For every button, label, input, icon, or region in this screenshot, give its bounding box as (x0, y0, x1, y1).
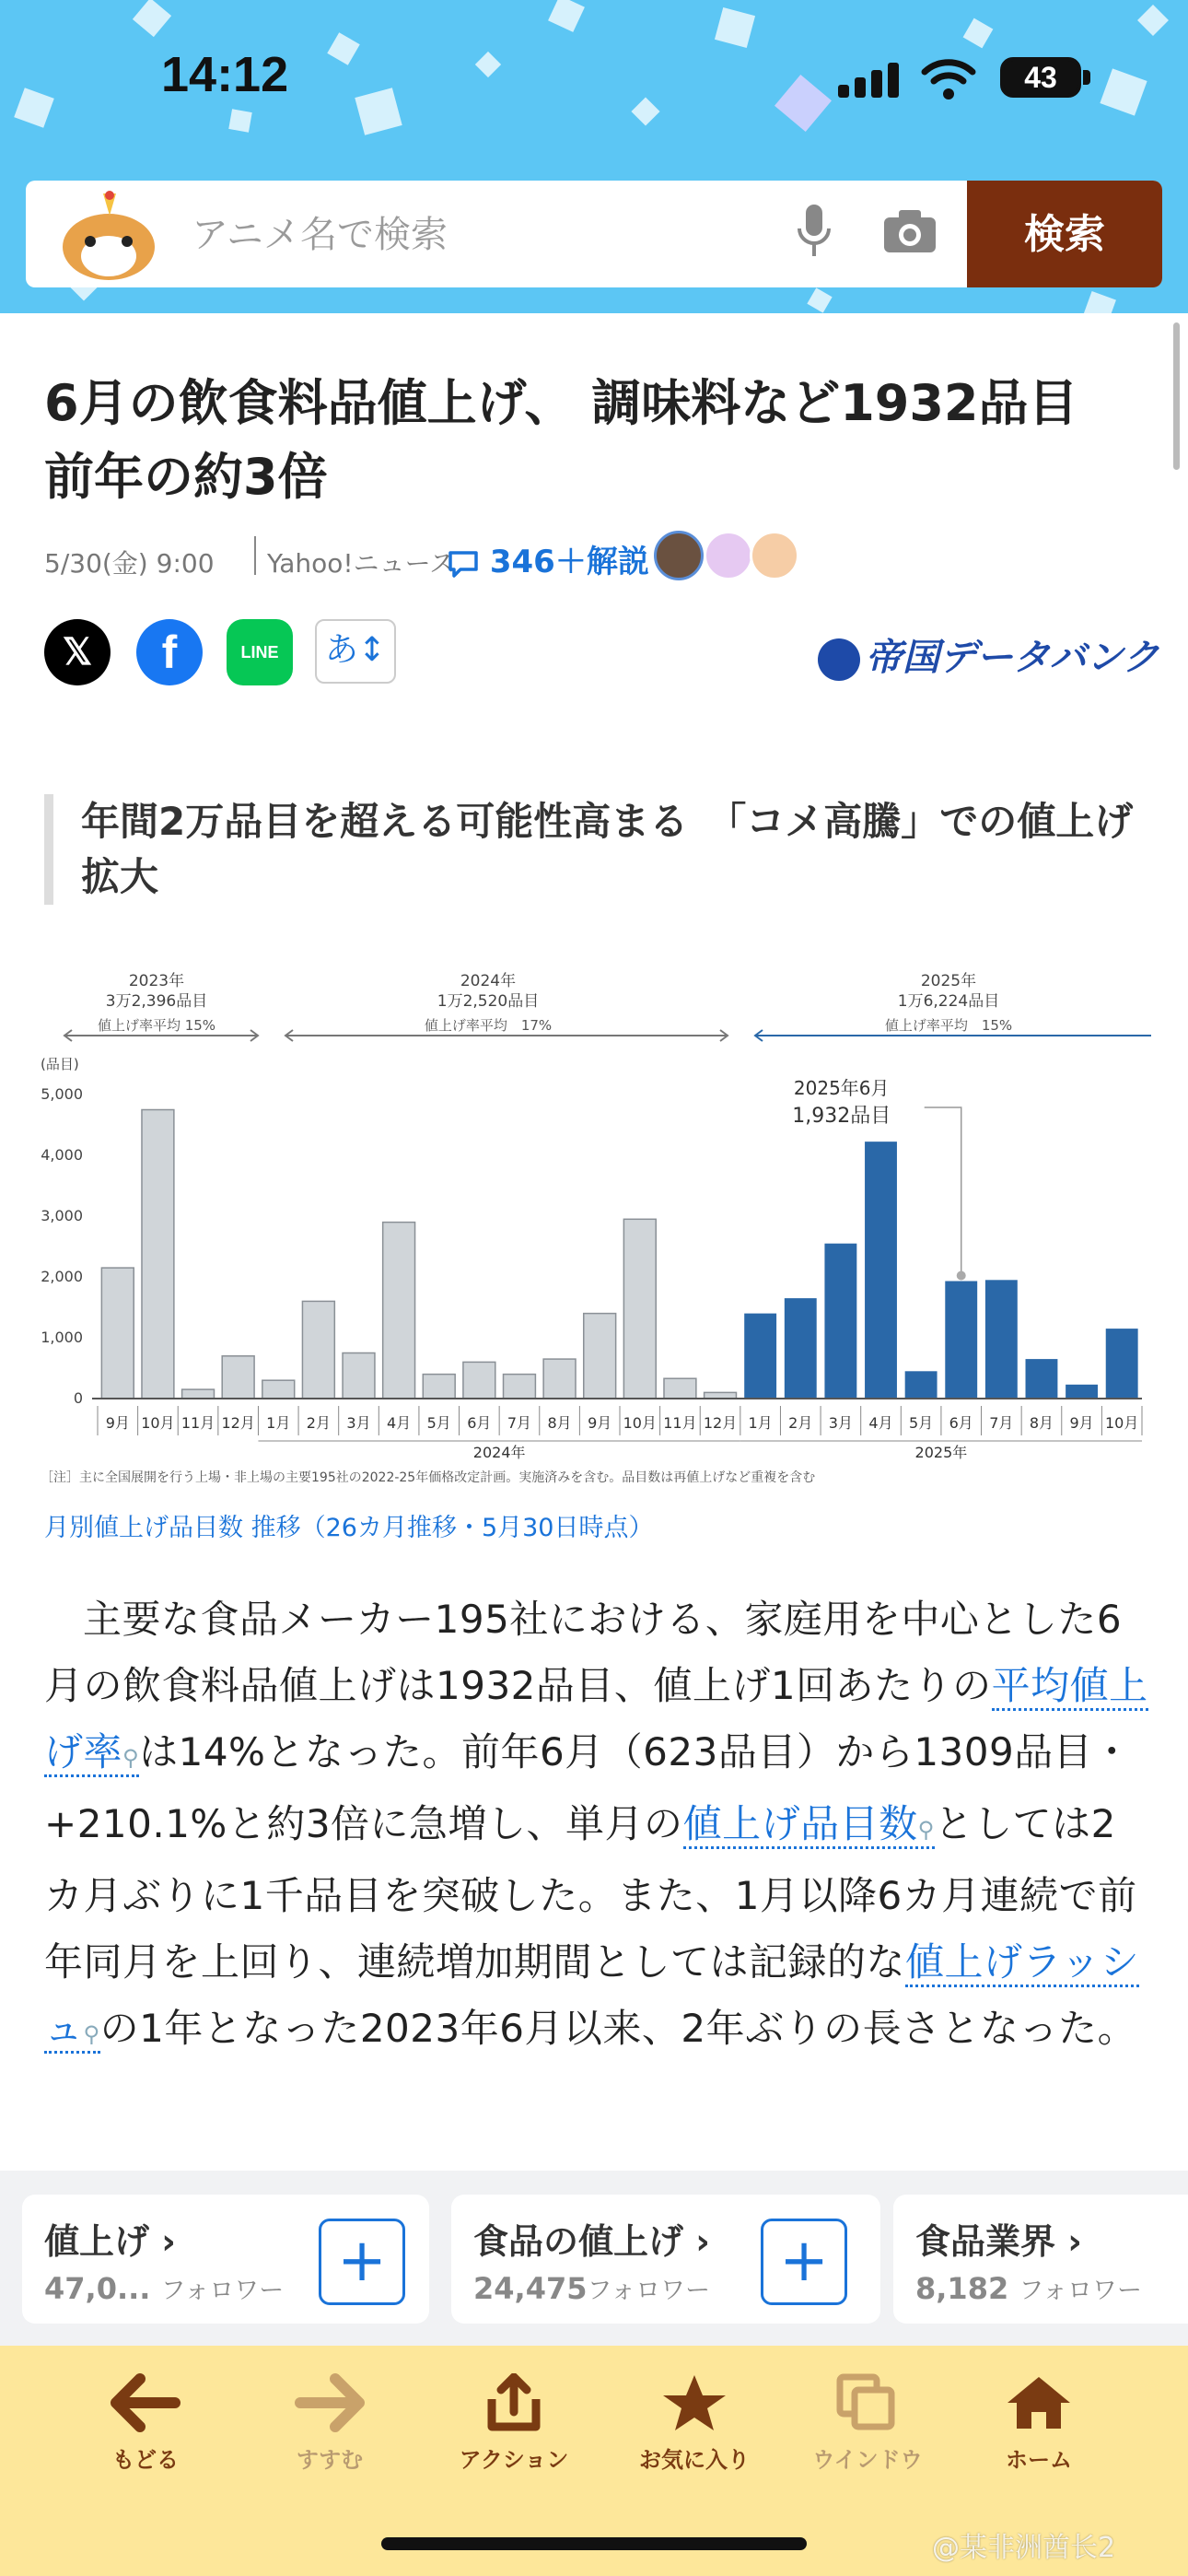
chart-bar (182, 1389, 215, 1399)
follow-card-title[interactable]: 値上げ › (44, 2221, 176, 2262)
callout-label: 2025年6月 (793, 1077, 890, 1099)
x-tick-label: 12月 (221, 1414, 255, 1432)
x-tick-label: 4月 (387, 1414, 412, 1432)
x-tick-label: 4月 (868, 1414, 893, 1432)
x-tick-label: 7月 (989, 1414, 1014, 1432)
x-tick-label: 3月 (828, 1414, 853, 1432)
chart-bar (1066, 1385, 1098, 1399)
y-tick-label: 3,000 (41, 1207, 83, 1224)
x-tick-label: 1月 (748, 1414, 773, 1432)
status-time: 14:12 (161, 47, 289, 102)
follow-card[interactable] (451, 2195, 880, 2324)
comments-count: 346＋解説 (489, 544, 649, 580)
chart-bar (222, 1356, 254, 1399)
body-text-4: の1年となった2023年6月以来、2年ぶりの長さとなった。 (99, 2006, 1137, 2051)
toolbar-action[interactable]: アクション (431, 2373, 597, 2474)
period-year: 2024年 (460, 972, 517, 990)
x-tick-label: 7月 (507, 1414, 532, 1432)
follow-card-count: 24,475フォロワー (473, 2271, 711, 2306)
toolbar-home[interactable]: ホーム (956, 2373, 1122, 2474)
toolbar-favorites[interactable]: お気に入り (611, 2373, 777, 2474)
line-share-icon[interactable]: LINE (227, 619, 293, 685)
mascot-logo-icon[interactable] (57, 190, 160, 282)
chart-bar (664, 1378, 696, 1399)
home-icon (1004, 2373, 1074, 2432)
follow-topics-strip (0, 2171, 1188, 2346)
search-icon: ⚲ (83, 2021, 100, 2047)
provider-name: 帝国データバンク (866, 637, 1159, 679)
period-year: 2025年 (920, 972, 977, 990)
year-label: 2025年 (914, 1444, 968, 1461)
article-source: Yahoo!ニュース (267, 548, 456, 579)
chart-bar (584, 1314, 616, 1399)
period-total: 1万2,520品目 (437, 992, 540, 1011)
microphone-icon[interactable] (796, 203, 833, 265)
chart-bar (945, 1281, 977, 1399)
price-increase-chart[interactable] (28, 969, 1170, 1485)
camera-icon[interactable] (882, 208, 938, 258)
chart-bar (905, 1371, 938, 1399)
x-tick-label: 9月 (588, 1414, 612, 1432)
font-size-button[interactable]: あ↕ (315, 619, 396, 684)
callout-leader (925, 1107, 961, 1275)
y-tick-label: 1,000 (41, 1329, 83, 1346)
cellular-signal-icon (838, 63, 904, 98)
y-axis-label: (品目) (41, 1056, 79, 1072)
provider-logo[interactable] (818, 628, 1159, 681)
y-tick-label: 5,000 (41, 1085, 83, 1103)
y-tick-label: 4,000 (41, 1146, 83, 1164)
period-rate: 値上げ率平均 15% (884, 1017, 1013, 1034)
period-total: 1万6,224品目 (897, 992, 1000, 1011)
chart-bar (504, 1375, 536, 1399)
callout-value: 1,932品目 (792, 1105, 891, 1128)
facebook-share-icon[interactable]: f (136, 619, 203, 685)
chart-bar (1026, 1359, 1058, 1399)
chart-bar (785, 1298, 817, 1399)
x-tick-label: 9月 (1069, 1414, 1094, 1432)
article-body (44, 1587, 1149, 2067)
follow-card-count: 8,182 フォロワー (915, 2271, 1143, 2306)
x-tick-label: 10月 (1105, 1414, 1139, 1432)
chart-bar (101, 1268, 134, 1399)
follow-card-count: 47,0... フォロワー (44, 2271, 285, 2306)
star-icon (659, 2373, 729, 2432)
chart-bar (142, 1110, 174, 1399)
wifi-icon (921, 55, 976, 105)
provider-mark-icon (818, 638, 860, 681)
x-tick-label: 10月 (623, 1414, 657, 1432)
follow-card[interactable] (893, 2195, 1188, 2324)
battery-tip (1083, 70, 1090, 85)
x-tick-label: 3月 (346, 1414, 371, 1432)
share-icon (479, 2373, 549, 2432)
toolbar-back[interactable]: もどる (63, 2373, 228, 2474)
x-tick-label: 12月 (703, 1414, 738, 1432)
period-total: 3万2,396品目 (105, 992, 208, 1011)
comment-icon (448, 550, 479, 578)
period-year: 2023年 (128, 972, 185, 990)
chart-bar (865, 1142, 897, 1399)
avatar (654, 531, 704, 580)
search-input[interactable] (190, 201, 838, 269)
chart-bar (623, 1219, 656, 1399)
x-tick-label: 1月 (266, 1414, 291, 1432)
search-icon: ⚲ (917, 1817, 935, 1843)
chart-bar (985, 1280, 1018, 1399)
back-arrow-icon (111, 2373, 181, 2432)
body-text-3: としては2カ月ぶりに1千品目を突破した。また、1月以降6カ月連続で前年同月を上回り、連続増加期間としては記録的な (44, 1801, 1137, 1985)
windows-icon (833, 2373, 903, 2432)
scrollbar[interactable] (1173, 322, 1180, 470)
body-text-2: は14%となった。前年6月（623品目）から1309品目・+210.1%と約3倍に急増し、単月の (44, 1729, 1132, 1846)
follow-card[interactable] (22, 2195, 429, 2324)
year-label: 2024年 (472, 1444, 526, 1461)
chart-bar (744, 1314, 776, 1399)
x-tick-label: 6月 (949, 1414, 973, 1432)
period-rate: 値上げ率平均 15% (97, 1017, 216, 1034)
toolbar-windows[interactable]: ウインドウ (785, 2373, 950, 2474)
x-tick-label: 11月 (181, 1414, 215, 1432)
chart-bar (1106, 1329, 1138, 1399)
battery-indicator: 43 (1000, 57, 1081, 98)
x-tick-label: 5月 (426, 1414, 451, 1432)
chart-bar (423, 1375, 455, 1399)
keyword-link-average-rate[interactable]: 平均値上げ率⚲ (44, 1663, 1148, 1777)
chart-bar (824, 1244, 856, 1399)
x-tick-label: 8月 (547, 1414, 572, 1432)
avatar (704, 531, 753, 580)
search-bar (26, 181, 1162, 287)
x-tick-label: 11月 (663, 1414, 697, 1432)
keyword-link-item-count[interactable]: 値上げ品目数⚲ (683, 1801, 935, 1849)
article-subheading: 年間2万品目を超える可能性高まる 「コメ高騰」での値上げ拡大 (44, 794, 1140, 905)
chart-bar (262, 1380, 295, 1399)
search-button[interactable]: 検索 (967, 181, 1162, 287)
x-tick-label: 8月 (1029, 1414, 1054, 1432)
comments-link[interactable] (448, 536, 649, 581)
article-date: 5/30(金) 9:00 (44, 548, 215, 579)
period-rate: 値上げ率平均 17% (424, 1017, 553, 1034)
x-tick-label: 2月 (306, 1414, 331, 1432)
chart-bar (343, 1353, 375, 1399)
home-indicator[interactable] (381, 2537, 807, 2550)
meta-divider (254, 536, 256, 575)
search-icon: ⚲ (122, 1745, 140, 1771)
keyword-link-price-rush[interactable]: 値上げラッシュ⚲ (44, 1939, 1139, 2054)
forward-arrow-icon (295, 2373, 365, 2432)
chart-footnote: ［注］主に全国展開を行う上場・非上場の主要195社の2022-25年価格改定計画。実施済みを含む。品目数は再値上げなど重複を含む (41, 1470, 816, 1485)
avatar (750, 531, 799, 580)
x-tick-label: 2月 (788, 1414, 813, 1432)
watermark: @某非洲酋长2 (932, 2532, 1116, 2564)
x-tick-label: 5月 (909, 1414, 934, 1432)
chart-bar (463, 1362, 495, 1399)
follow-plus-button[interactable]: + (761, 2219, 847, 2305)
chart-bar (543, 1359, 576, 1399)
x-tick-label: 10月 (141, 1414, 175, 1432)
toolbar-forward[interactable]: すすむ (247, 2373, 413, 2474)
body-text-1: 主要な食品メーカー195社における、家庭用を中心とした6月の飲食料品値上げは1932品目、値上げ1回あたりの (44, 1597, 1123, 1708)
x-tick-label: 9月 (105, 1414, 130, 1432)
y-tick-label: 0 (73, 1389, 83, 1407)
follow-plus-button[interactable]: + (319, 2219, 405, 2305)
follow-card-title[interactable]: 食品の値上げ › (473, 2221, 710, 2262)
x-tick-label: 6月 (467, 1414, 492, 1432)
chart-bar (302, 1301, 334, 1399)
callout-dot (957, 1270, 966, 1280)
follow-card-title[interactable]: 食品業界 › (915, 2221, 1082, 2262)
chart-bar (383, 1223, 415, 1399)
chart-caption-link[interactable]: 月別値上げ品目数 推移（26カ月推移・5月30日時点） (44, 1514, 654, 1542)
y-tick-label: 2,000 (41, 1268, 83, 1285)
article-title: 6月の飲食料品値上げ、 調味料など1932品目 前年の約3倍 (44, 374, 1128, 506)
x-share-icon[interactable]: 𝕏 (44, 619, 111, 685)
